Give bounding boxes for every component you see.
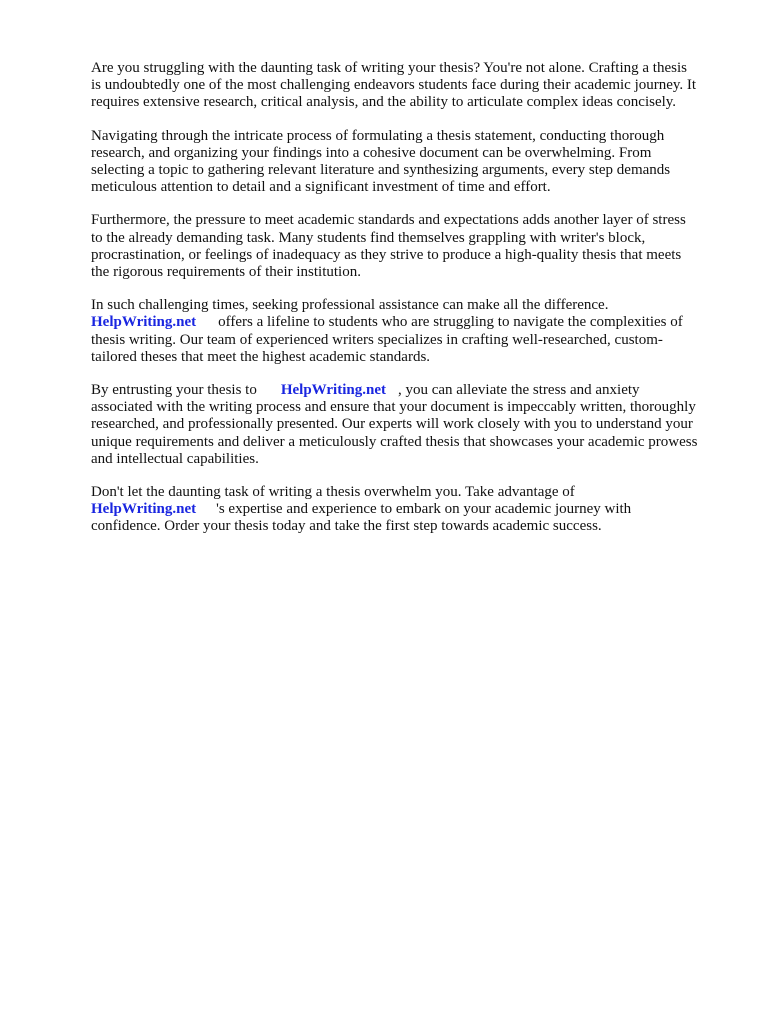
- text-line: associated with the writing process and ensure that your document is impeccably written, thoroughly: [91, 399, 696, 416]
- document-body: [91, 60, 723, 552]
- paragraph-pressure: [91, 212, 723, 281]
- text-segment: 's expertise and experience to embark on your academic journey with: [216, 501, 632, 518]
- text-line: tailored theses that meet the highest academic standards.: [91, 348, 431, 365]
- paragraph-assistance: [91, 297, 723, 366]
- text-line: confidence. Order your thesis today and take the first step towards academic success.: [91, 518, 602, 535]
- helpwriting-link[interactable]: HelpWriting.net: [280, 382, 386, 399]
- paragraph-entrusting: [91, 382, 723, 468]
- text-line: Furthermore, the pressure to meet academic standards and expectations adds another layer of stress: [91, 212, 686, 229]
- text-line: requires extensive research, critical analysis, and the ability to articulate complex ideas concisely.: [91, 94, 677, 111]
- text-segment: By entrusting your thesis to: [91, 382, 257, 399]
- text-line: [91, 314, 723, 331]
- helpwriting-link[interactable]: HelpWriting.net: [91, 314, 197, 331]
- text-line: the rigorous requirements of their institution.: [91, 264, 361, 281]
- text-segment: offers a lifeline to students who are struggling to navigate the complexities of: [218, 314, 683, 331]
- text-segment: , you can alleviate the stress and anxiety: [397, 382, 640, 399]
- text-line: meticulous attention to detail and a significant investment of time and effort.: [91, 179, 551, 196]
- text-line: to the already demanding task. Many students find themselves grappling with writer's block,: [91, 229, 646, 246]
- text-line: [91, 501, 723, 518]
- text-line: unique requirements and deliver a meticulously crafted thesis that showcases your academic prowess: [91, 433, 698, 450]
- text-line: selecting a topic to gathering relevant literature and synthesizing arguments, every step demands: [91, 162, 671, 179]
- text-line: and intellectual capabilities.: [91, 450, 259, 467]
- helpwriting-link[interactable]: HelpWriting.net: [91, 501, 197, 518]
- text-line: procrastination, or feelings of inadequacy as they strive to produce a high-quality thesis that meets: [91, 246, 682, 263]
- paragraph-intro: [91, 60, 723, 112]
- text-line: Don't let the daunting task of writing a thesis overwhelm you. Take advantage of: [91, 484, 575, 501]
- text-line: Are you struggling with the daunting task of writing your thesis? You're not alone. Crafting a thesis: [91, 60, 687, 76]
- text-line: research, and organizing your findings into a cohesive document can be overwhelming. From: [91, 144, 652, 161]
- text-line: thesis writing. Our team of experienced writers specializes in crafting well-researched, custom-: [91, 331, 663, 348]
- text-line: researched, and professionally presented. Our experts will work closely with you to understand your: [91, 416, 693, 433]
- paragraph-closing: [91, 484, 723, 536]
- text-line: In such challenging times, seeking professional assistance can make all the difference.: [91, 297, 609, 314]
- text-line: Navigating through the intricate process of formulating a thesis statement, conducting thorough: [91, 127, 665, 144]
- text-line: [91, 382, 723, 399]
- paragraph-process: [91, 128, 723, 197]
- text-line: is undoubtedly one of the most challenging endeavors students face during their academic journey. It: [91, 77, 697, 94]
